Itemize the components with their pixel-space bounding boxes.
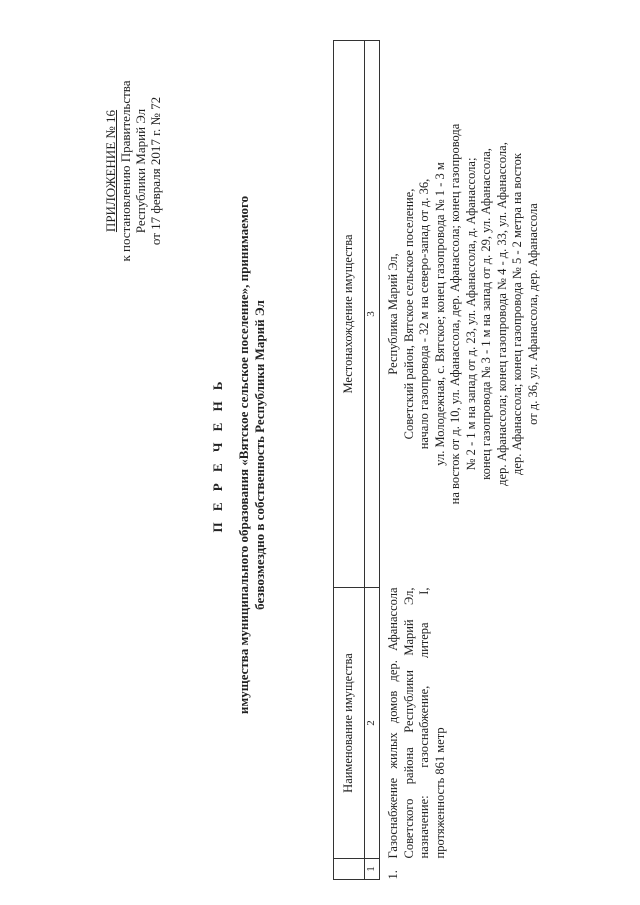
table-header-row	[334, 41, 365, 880]
appendix-line: к постановлению Правительства	[118, 80, 133, 262]
location-line: конец газопровода № 3 - 1 м на запад от д. 29, ул. Афанассола,	[479, 148, 493, 480]
location-line: № 2 - 1 м на запад от д. 23, ул. Афанассола, д. Афанассола;	[463, 157, 478, 471]
appendix-title: ПРИЛОЖЕНИЕ № 16	[103, 109, 118, 233]
property-name: Газоснабжение жилых домов дер. Афанассола Советского района Республики Марий Эл, назначение: газоснабжение, литера I, протяженность 861 метр	[386, 587, 447, 859]
column-number: 1	[365, 859, 380, 880]
column-number: 3	[365, 41, 380, 588]
appendix-line: Республики Марий Эл	[133, 108, 148, 234]
location-line: на восток от д. 10, ул. Афанассола, дер. Афанассола; конец газопровода	[448, 123, 462, 505]
location-line: начало газопровода - 32 м на северо-запад от д. 36,	[417, 178, 431, 450]
header-cell-name: Наименование имущества	[334, 588, 365, 859]
title-line: имущества муниципального образования «Вятское сельское поселение», принимаемого	[236, 195, 251, 715]
appendix-date-line: от 17 февраля 2017 г. № 72	[148, 96, 163, 246]
document-title	[210, 105, 268, 805]
title-heading: П Е Р Е Ч Е Н Ь	[210, 377, 225, 533]
column-number: 2	[365, 588, 380, 859]
table-row	[380, 41, 542, 880]
location-line: от д. 36, ул. Афанассола, дер. Афанассола	[525, 203, 540, 425]
appendix-header	[103, 21, 163, 321]
location-line: Республика Марий Эл,	[386, 253, 400, 375]
location-line: Советский район, Вятское сельское поселение,	[401, 188, 416, 440]
header-cell-location: Местонахождение имущества	[334, 41, 365, 588]
row-number: 1.	[386, 870, 400, 880]
column-number-row	[365, 41, 380, 880]
location-line: дер. Афанассола; конец газопровода № 4 - д. 33, ул. Афанассола,	[494, 142, 509, 486]
header-cell-number	[334, 859, 365, 880]
property-location	[380, 41, 542, 588]
title-line: безвозмездно в собственность Республики Марий Эл	[252, 300, 267, 610]
location-line: дер. Афанассола; конец газопровода № 5 - 2 метра на восток	[510, 153, 524, 475]
property-table	[333, 40, 541, 880]
location-line: ул. Молодежная, с. Вятское; конец газопровода № 1 - 3 м	[432, 162, 447, 466]
